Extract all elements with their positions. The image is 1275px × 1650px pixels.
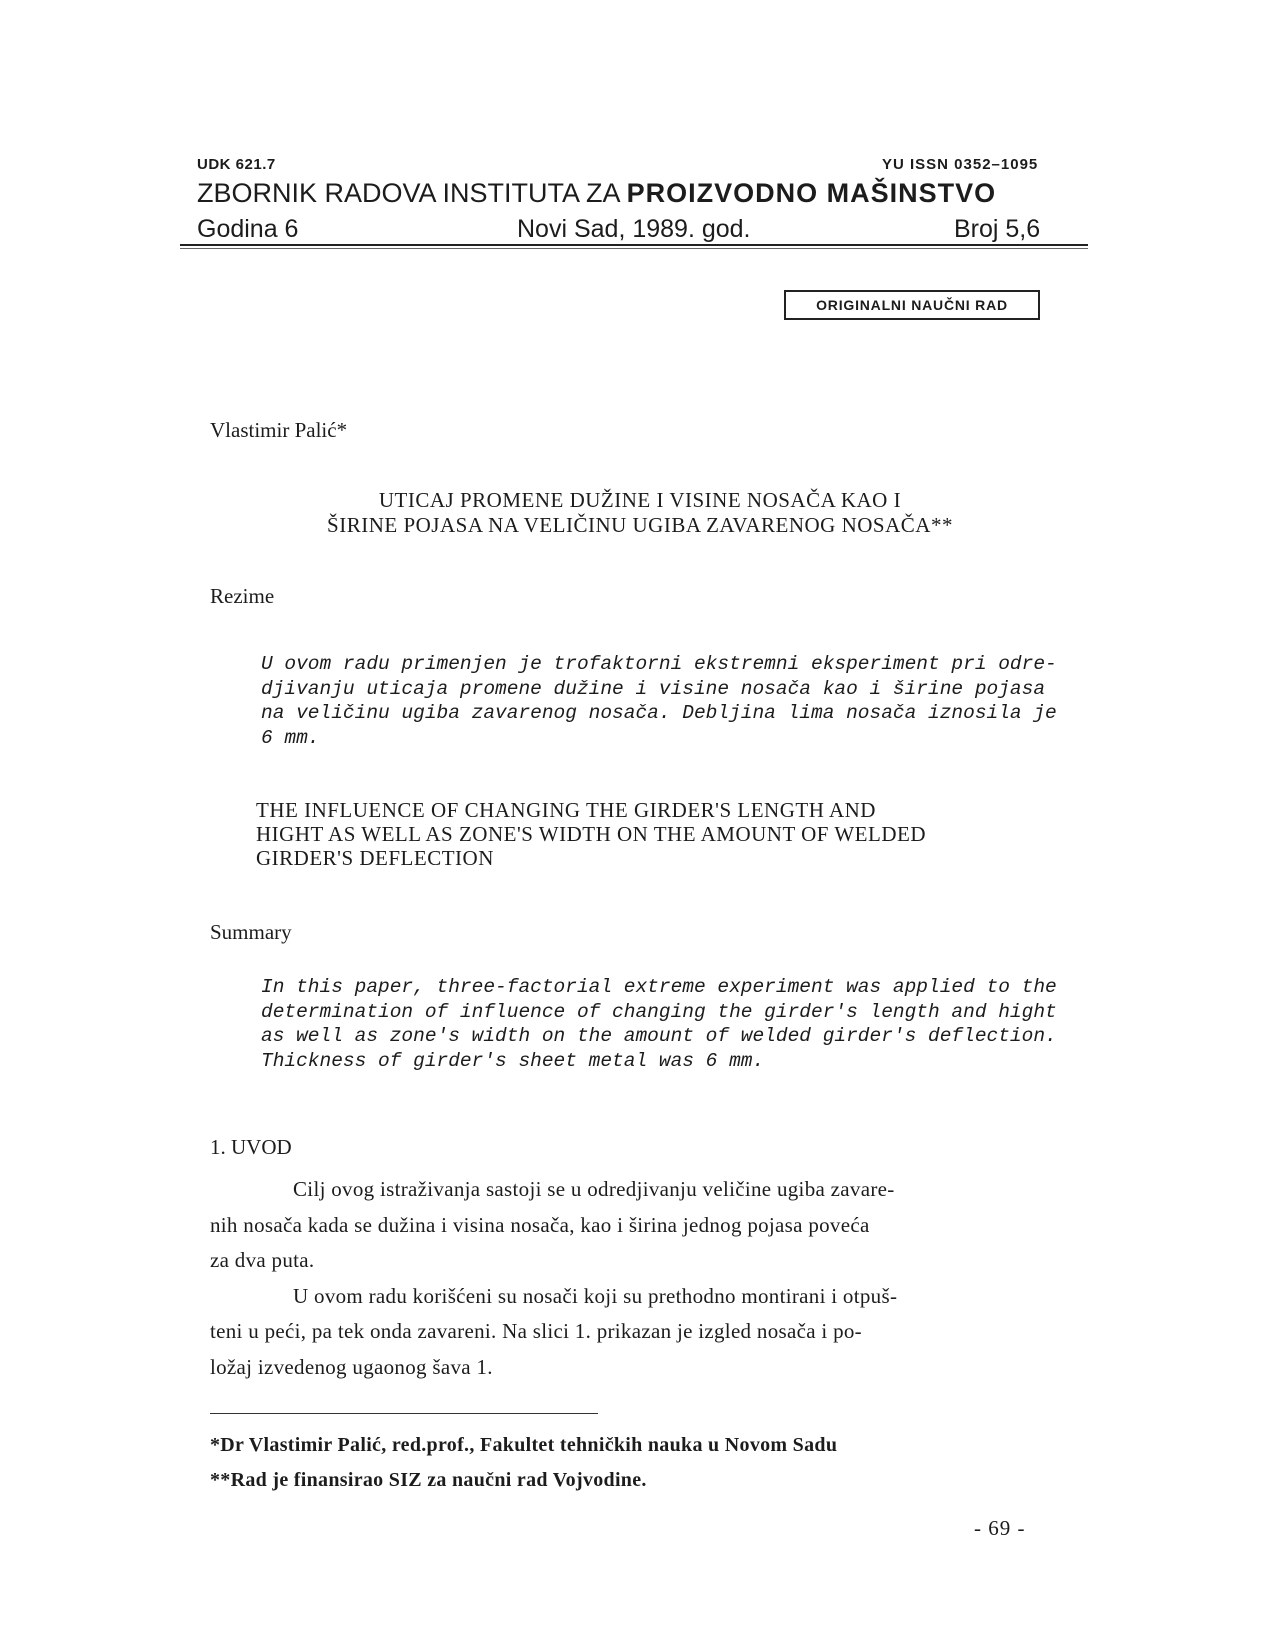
- body-line: za dva puta.: [210, 1248, 315, 1272]
- journal-title-prefix: ZBORNIK RADOVA INSTITUTA ZA: [197, 178, 620, 208]
- body-line: U ovom radu korišćeni su nosači koji su prethodno montirani i otpuš-: [293, 1283, 898, 1308]
- abstract-serbian-line: djivanju uticaja promene dužine i visine nosača kao i širine pojasa: [261, 677, 1046, 700]
- journal-title: [197, 178, 996, 209]
- abstract-english-line: as well as zone's width on the amount of welded girder's deflection.: [261, 1025, 1057, 1047]
- body-text: [210, 1172, 1110, 1385]
- title-english-line: HIGHT AS WELL AS ZONE'S WIDTH ON THE AMOUNT OF WELDED: [256, 822, 926, 846]
- issn-code: YU ISSN 0352–1095: [882, 156, 1039, 173]
- title-english-line: THE INFLUENCE OF CHANGING THE GIRDER'S LENGTH AND: [256, 798, 876, 822]
- journal-place-date: Novi Sad, 1989. god.: [517, 215, 751, 243]
- abstract-english: [261, 975, 1057, 1073]
- paper-type-badge: ORIGINALNI NAUČNI RAD: [784, 290, 1040, 320]
- body-line: ložaj izvedenog ugaonog šava 1.: [210, 1354, 493, 1379]
- abstract-english-line: Thickness of girder's sheet metal was 6 mm.: [261, 1049, 765, 1072]
- body-line: nih nosača kada se dužina i visina nosača, kao i širina jednog pojasa poveća: [210, 1212, 870, 1237]
- abstract-serbian: [261, 652, 1057, 750]
- journal-year: Godina 6: [197, 215, 299, 243]
- udk-code: UDK 621.7: [197, 156, 276, 173]
- masthead-rule-thin: [180, 248, 1088, 249]
- footnote-funding: **Rad je finansirao SIZ za naučni rad Vojvodine.: [210, 1469, 647, 1491]
- abstract-serbian-line: na veličinu ugiba zavarenog nosača. Debljina lima nosača iznosila je: [261, 702, 1057, 724]
- footnote-author: *Dr Vlastimir Palić, red.prof., Fakultet tehničkih nauka u Novom Sadu: [210, 1434, 838, 1456]
- title-serbian-line: UTICAJ PROMENE DUŽINE I VISINE NOSAČA KAO I: [378, 488, 902, 512]
- masthead-rule: [180, 244, 1088, 246]
- author-name: Vlastimir Palić*: [210, 418, 348, 442]
- footnote-rule: [210, 1413, 598, 1414]
- body-line: Cilj ovog istraživanja sastoji se u odredjivanju veličine ugiba zavare-: [293, 1177, 895, 1201]
- summary-label: Summary: [210, 920, 292, 944]
- journal-issue-number: Broj 5,6: [954, 215, 1041, 243]
- footnotes: [210, 1428, 837, 1498]
- page-number: - 69 -: [974, 1516, 1026, 1540]
- journal-title-emphasis: PROIZVODNO MAŠINSTVO: [626, 178, 997, 208]
- body-line: teni u peći, pa tek onda zavareni. Na slici 1. prikazan je izgled nosača i po-: [210, 1319, 862, 1343]
- abstract-english-line: In this paper, three-factorial extreme experiment was applied to the: [261, 976, 1057, 998]
- title-english-line: GIRDER'S DEFLECTION: [256, 846, 494, 870]
- title-serbian-line: ŠIRINE POJASA NA VELIČINU UGIBA ZAVARENOG NOSAČA**: [327, 513, 953, 537]
- title-english: [256, 798, 926, 870]
- abstract-english-line: determination of influence of changing the girder's length and hight: [261, 1000, 1057, 1023]
- section-heading: 1. UVOD: [210, 1135, 292, 1159]
- title-serbian: [200, 488, 1080, 538]
- abstract-serbian-line: U ovom radu primenjen je trofaktorni ekstremni eksperiment pri odre-: [261, 653, 1057, 675]
- rezime-label: Rezime: [210, 584, 275, 608]
- journal-issue-line: [197, 215, 1087, 243]
- abstract-serbian-line: 6 mm.: [261, 726, 320, 749]
